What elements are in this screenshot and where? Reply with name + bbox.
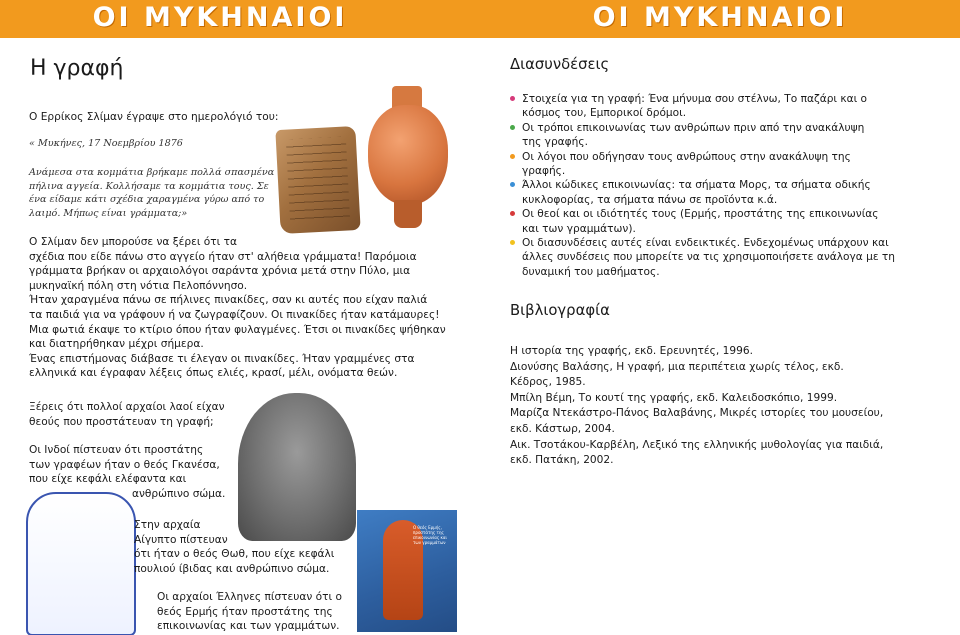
bibliography-line: Μαρίζα Ντεκάστρο-Πάνος Βαλαβάνης, Μικρές ιστορίες του μουσείου, [510,407,884,420]
hermes-text [157,590,357,634]
gods-question-line: θεούς που προστάτευαν τη γραφή; [29,415,214,428]
bibliography-list [510,344,930,469]
links-list [510,92,920,279]
ganesha-line: Οι Ινδοί πίστευαν ότι προστάτης [29,444,204,456]
link-line: Οι τρόποι επικοινωνίας των ανθρώπων πριν από την ανακάλυψη [522,121,865,134]
bullet-dot-icon [510,96,515,101]
link-item [510,178,920,207]
link-line: Οι διασυνδέσεις αυτές είναι ενδεικτικές. Ενδεχομένως υπάρχουν και [522,237,889,250]
link-item [510,207,920,236]
body-text [29,235,459,381]
amphora-image-foot [394,200,422,228]
bullet-dot-icon [510,240,515,245]
left-banner-title: ΟΙ ΜΥΚΗΝΑΙΟΙ [92,2,348,33]
gods-question-line: Ξέρεις ότι πολλοί αρχαίοι λαοί είχαν [29,401,225,413]
body-line: και διατηρήθηκαν μέχρι σήμερα. [29,338,204,351]
ganesha-line: των γραφέων ήταν ο θεός Γκανέσα, [29,458,220,471]
clay-tablet-image [275,126,360,234]
diary-date: « Μυκήνες, 17 Νοεμβρίου 1876 [29,138,183,149]
hermes-caption: Ο θεός Ερμής, προστάτης της επικοινωνίας και των γραμμάτων [413,525,447,545]
hermes-line: θεός Ερμής ήταν προστάτης της [157,605,333,618]
link-line: δυναμική του μαθήματος. [522,265,660,278]
bibliography-line: Μπίλη Βέμη, Το κουτί της γραφής, εκδ. Καλειδοσκόπιο, 1999. [510,391,838,404]
bibliography-line: εκδ. Κάστωρ, 2004. [510,422,615,435]
body-line: μυκηναϊκή πόλη στη νότια Πελοπόννησο. [29,279,248,292]
diary-quote [29,166,279,220]
hermes-line: Οι αρχαίοι Έλληνες πίστευαν ότι ο [157,591,342,603]
link-line: Άλλοι κώδικες επικοινωνίας: τα σήματα Μορς, τα σήματα οδικής [522,179,871,192]
body-line: γράμματα βρήκαν οι αρχαιολόγοι σαράντα χρόνια μετά στην Πύλο, μια [29,265,411,278]
link-line: της γραφής. [522,136,588,149]
link-line: Οι θεοί και οι ιδιότητές τους (Ερμής, προστάτης της επικοινωνίας [522,208,879,221]
link-line: κυκλοφορίας, τα σήματα πάνω σε προϊόντα κ.ά. [522,193,778,206]
ganesha-line: ανθρώπινο σώμα. [132,487,226,500]
diary-line: πήλινα αγγεία. Κολλήσαμε τα κομμάτια τους. Σε [29,180,269,192]
page-heading: Η γραφή [30,56,124,81]
right-banner-title: ΟΙ ΜΥΚΗΝΑΙΟΙ [592,2,848,33]
thoth-line: Στην αρχαία [134,519,201,531]
bibliography-line: Κέδρος, 1985. [510,376,586,389]
bibliography-line: Διονύσης Βαλάσης, Η γραφή, μια περιπέτεια χωρίς τέλος, εκδ. [510,360,844,373]
bullet-dot-icon [510,211,515,216]
hermes-line: επικοινωνίας και των γραμμάτων. [157,620,340,633]
thoth-line: πουλιού ίβιδας και ανθρώπινο σώμα. [134,562,330,575]
links-heading: Διασυνδέσεις [510,56,610,73]
link-item [510,92,920,121]
body-line: τα παιδιά για να γράφουν ή να ζωγραφίζουν. Οι πινακίδες ήταν κατάμαυρες! [29,308,440,321]
intro-text: Ο Ερρίκος Σλίμαν έγραψε στο ημερολόγιό του: [29,111,279,123]
amphora-image [368,105,448,205]
bibliography-line: εκδ. Πατάκη, 2002. [510,454,614,467]
link-line: άλλες συνδέσεις που μπορείτε να τις χρησιμοποιήσετε ανάλογα με τη [522,251,896,264]
body-line: σχέδια που είδε πάνω στο αγγείο ήταν στ' αλήθεια γράμματα! Παρόμοια [29,250,417,263]
thoth-line: ότι ήταν ο θεός Θωθ, που είχε κεφάλι [134,548,335,561]
body-line: Μια φωτιά έκαψε το κτίριο όπου ήταν φυλαγμένες. Έτσι οι πινακίδες ψήθηκαν [29,323,446,336]
link-item [510,150,920,179]
bibliography-heading: Βιβλιογραφία [510,302,610,319]
thoth-text [134,518,364,576]
link-line: και των γραμμάτων). [522,222,636,235]
diary-line: λαιμό. Μήπως είναι γράμματα;» [29,207,188,219]
bullet-dot-icon [510,154,515,159]
link-item [510,121,920,150]
link-line: κόσμος του, Εμπορικοί δρόμοι. [522,107,687,120]
thoth-drawing-image [26,492,136,635]
link-line: Οι λόγοι που οδήγησαν τους ανθρώπους στην ανακάλυψη της [522,150,851,163]
body-line: Ένας επιστήμονας διάβασε τι έλεγαν οι πινακίδες. Ήταν γραμμένες στα [29,352,415,365]
bibliography-line: Αικ. Τσοτάκου-Καρβέλη, Λεξικό της ελληνικής μυθολογίας για παιδιά, [510,438,884,451]
link-line: γραφής. [522,165,566,178]
body-line: Ο Σλίμαν δεν μπορούσε να ξέρει ότι τα [29,236,237,248]
body-line: Ήταν χαραγμένα πάνω σε πήλινες πινακίδες, σαν κι αυτές που είχαν παλιά [29,294,428,307]
diary-line: ένα είδαμε κάτι σχέδια χαραγμένα γύρω από το [29,194,265,205]
ganesha-line: που είχε κεφάλι ελέφαντα και [29,473,187,486]
right-page [480,0,960,635]
diary-line: Ανάμεσα στα κομμάτια βρήκαμε πολλά σπασμένα [29,167,275,178]
link-item [510,236,920,279]
body-line: ελληνικά και έγραφαν λέξεις όπως ελιές, κρασί, μέλι, ονόματα θεών. [29,367,398,380]
gods-question [29,400,225,429]
link-line: Στοιχεία για τη γραφή: Ένα μήνυμα σου στέλνω, Το παζάρι και ο [522,93,868,105]
thoth-line: Αίγυπτο πίστευαν [134,533,228,546]
bullet-dot-icon [510,125,515,130]
bibliography-line: Η ιστορία της γραφής, εκδ. Ερευνητές, 1996. [510,345,753,357]
bullet-dot-icon [510,182,515,187]
